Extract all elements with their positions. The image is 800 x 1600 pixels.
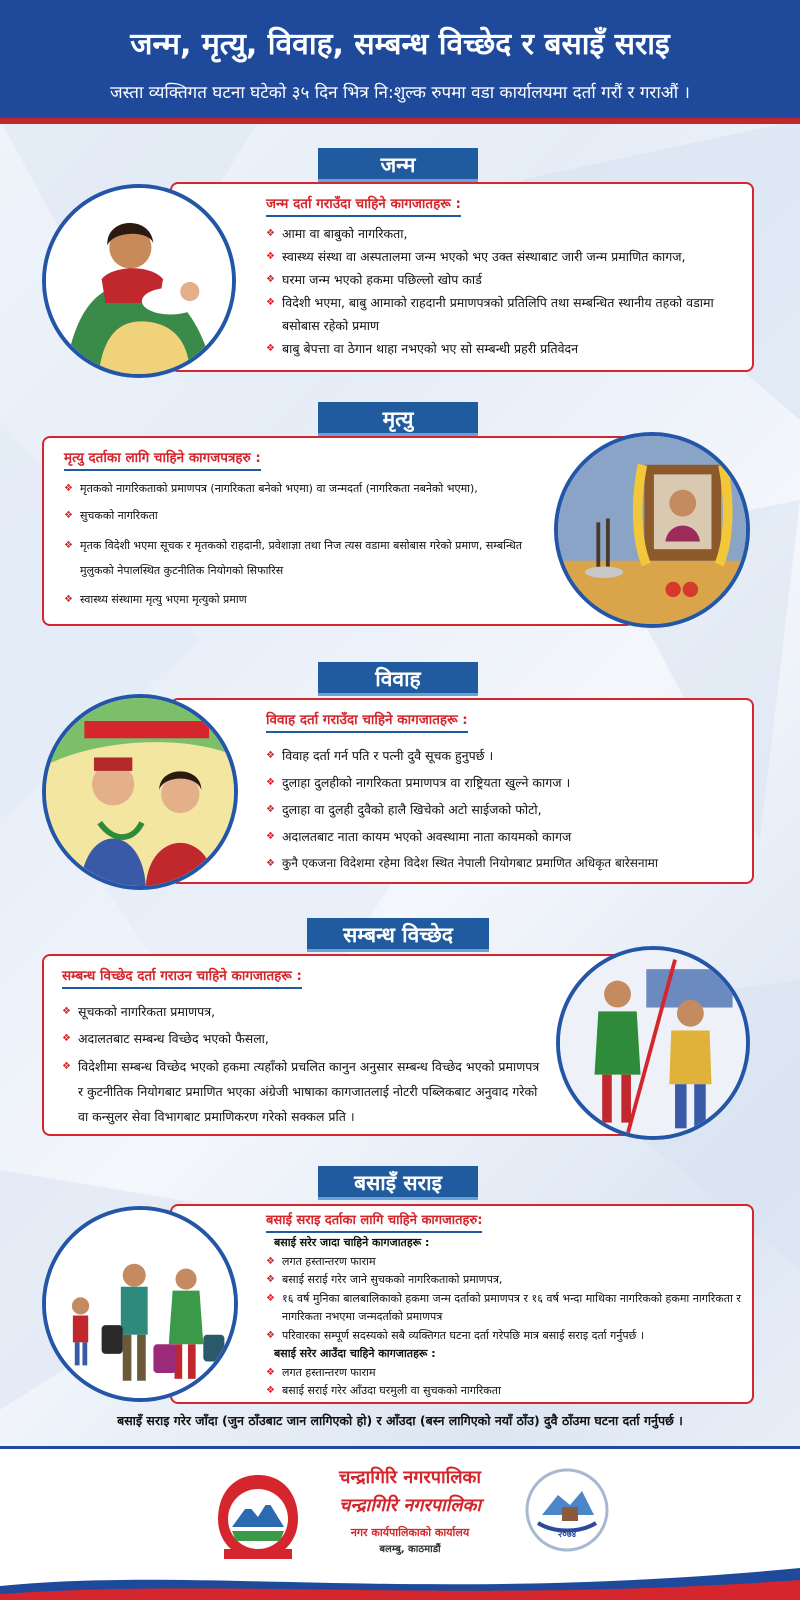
wedding-couple-illustration <box>42 694 238 890</box>
list-item: ❖ बसाई सराई गरेर जाने सुचकको नागरिकताको प्रमाणपत्र, <box>266 1271 750 1290</box>
migration-card <box>170 1204 754 1404</box>
list-item: ❖ लगत हस्तान्तरण फाराम <box>266 1253 750 1272</box>
footer-wave <box>0 1564 800 1600</box>
list-item: ❖ विदेशी भएमा, बाबु आमाको राहदानी प्रमाणपत्रको प्रतिलिपि तथा सम्बन्धित स्थानीय तहको वडामा बसोबास रहेको प्रमाण <box>266 291 746 337</box>
migration-heading: बसाई सराइ दर्ताका लागि चाहिने कागजातहरु: <box>266 1210 482 1233</box>
migration-footer-note: बसाइँ सराइ गरेर जाँदा (जुन ठाँउबाट जान लागिएको हो) र आँउदा (बस्न लागिएको नयाँ ठाँउ) दुवै ठाँउमा घटना दर्ता गर्नुपर्छ । <box>117 1413 683 1428</box>
birth-heading: जन्म दर्ता गराउँदा चाहिने कागजातहरू : <box>266 194 461 217</box>
list-item: ❖ स्वास्थ्य संस्था वा अस्पतालमा जन्म भएको भए उक्त संस्थाबाट जारी जन्म प्रमाणित कागज, <box>266 245 746 268</box>
marriage-list <box>266 744 750 875</box>
birth-tab: जन्म <box>318 148 478 182</box>
marriage-heading: विवाह दर्ता गराउँदा चाहिने कागजातहरू : <box>266 710 468 733</box>
list-item: ❖ विवाह दर्ता गर्न पति र पत्नी दुवै सूचक हुनुपर्छ । <box>266 744 750 767</box>
page-title: जन्म, मृत्यु, विवाह, सम्बन्ध विच्छेद र बसाइँ सराइ <box>130 27 670 62</box>
municipality-emblem <box>214 1471 302 1563</box>
divorce-tab: सम्बन्ध विच्छेद <box>307 918 489 952</box>
list-item: ❖ मृतक विदेशी भएमा सूचक र मृतकको राहदानी, प्रवेशाज्ञा तथा निज त्यस वडामा बसोबास गरेको प्रमाण, सम्बन्धित मुलुकको नेपालस्थित कुटनीतिक नियोगको सिफारिस <box>64 533 554 583</box>
page-subtitle: जस्ता व्यक्तिगत घटना घटेको ३५ दिन भित्र नि:शुल्क रुपमा वडा कार्यालयमा दर्ता गरौं र गराऔं । <box>110 83 690 103</box>
list-item: ❖ १६ वर्ष मुनिका बालबालिकाको हकमा जन्म दर्ताको प्रमाणपत्र र १६ वर्ष भन्दा माथिका नागरिकको हकमा नागरिकता र नागरिकता नभएमा जन्मदर्ताको प्रमाणपत्र <box>266 1290 750 1327</box>
org-name-stylized: चन्द्रागिरि नगरपालिका <box>338 1495 482 1516</box>
death-section <box>0 402 800 634</box>
list-item: ❖ मृतकको नागरिकताको प्रमाणपत्र (नागरिकता बनेको भएमा) वा जन्मदर्ता (नागरिकता नबनेको भएमा), <box>64 480 554 499</box>
death-heading: मृत्यु दर्ताका लागि चाहिने कागजपत्रहरु : <box>64 448 261 471</box>
list-item: ❖ विदेशीमा सम्बन्ध विच्छेद भएको हकमा त्यहाँको प्रचलित कानुन अनुसार सम्बन्ध विच्छेद भएको प्रमाणपत्र र कुटनीतिक नियोगबाट प्रमाणित भएका अंग्रेजी भाषाका कागजातलाई नोटरी पब्लिकबाट अनुवाद गरेको वा कन्सुलर सेवा विभागबाट प्रमाणिकरण गरेको सक्कल प्रति । <box>62 1054 544 1129</box>
death-tab: मृत्यु <box>318 402 478 436</box>
birth-section <box>0 148 800 378</box>
marriage-section <box>0 662 800 894</box>
divorce-section <box>0 918 800 1140</box>
separated-couple-illustration <box>556 946 750 1140</box>
list-item: ❖ अदालतबाट नाता कायम भएको अवस्थामा नाता कायमको कागज <box>266 825 750 848</box>
birth-list <box>266 222 746 360</box>
list-item: ❖ बाबु बेपत्ता वा ठेगान थाहा नभएको भए सो सम्बन्धी प्रहरी प्रतिवेदन <box>266 337 746 360</box>
marriage-tab: विवाह <box>318 662 478 696</box>
list-item: ❖ घरमा जन्म भएको हकमा पछिल्लो खोप कार्ड <box>266 268 746 291</box>
office-name: नगर कार्यपालिकाको कार्यालय <box>350 1526 470 1539</box>
list-item: ❖ अदालतबाट सम्बन्ध विच्छेद भएको फैसला, <box>62 1027 544 1050</box>
death-list <box>64 480 554 610</box>
list-item: ❖ बसाई सराई गरेर आँउदा घरमुली वा सुचकको नागरिकता <box>266 1382 750 1401</box>
family-moving-illustration <box>42 1206 238 1402</box>
list-item: ❖ सुचकको नागरिकता <box>64 507 554 526</box>
divorce-heading: सम्बन्ध विच्छेद दर्ता गराउन चाहिने कागजातहरू : <box>62 966 302 989</box>
list-item: ❖ स्वास्थ्य संस्थामा मृत्यु भएमा मृत्युको प्रमाण <box>64 591 554 610</box>
migration-list <box>266 1234 750 1401</box>
list-item: ❖ कुनै एकजना विदेशमा रहेमा विदेश स्थित नेपाली नियोगबाट प्रमाणित अधिकृत बारेसनामा <box>266 852 750 875</box>
header-banner <box>0 0 800 124</box>
list-item: ❖ लगत हस्तान्तरण फाराम <box>266 1364 750 1383</box>
office-address: बलम्बु, काठमाडौं <box>379 1544 441 1555</box>
list-item: ❖ परिवारका सम्पूर्ण सदस्यको सबै व्यक्तिगत घटना दर्ता गरेपछि मात्र बसाई सराइ दर्ता गर्नुपर्छ । <box>266 1327 750 1346</box>
divorce-list <box>62 1000 544 1129</box>
coming-subheading: बसाई सरेर आउँदा चाहिने कागजातहरू : <box>274 1347 436 1360</box>
death-card <box>42 436 634 626</box>
list-item: ❖ आमा वा बाबुको नागरिकता, <box>266 222 746 245</box>
org-name-primary: चन्द्रागिरि नगरपालिका <box>338 1467 482 1488</box>
marriage-card <box>170 698 754 884</box>
migration-tab: बसाइँ सराइ <box>318 1166 478 1200</box>
leaving-subheading: बसाई सरेर जादा चाहिने कागजातहरू : <box>274 1236 430 1249</box>
list-item: ❖ दुलाहा दुलहीको नागरिकता प्रमाणपत्र वा राष्ट्रियता खुल्ने कागज । <box>266 771 750 794</box>
memorial-photo-illustration <box>554 432 750 628</box>
footer <box>0 1446 800 1600</box>
migration-section <box>0 1166 800 1406</box>
municipality-seal <box>524 1467 610 1553</box>
list-item: ❖ दुलाहा वा दुलही दुवैको हालै खिचेको अटो साईजको फोटो, <box>266 798 750 821</box>
birth-card <box>170 182 754 372</box>
divorce-card <box>42 954 634 1136</box>
seal-year: २०७४ <box>557 1530 577 1540</box>
list-item: ❖ सूचकको नागरिकता प्रमाणपत्र, <box>62 1000 544 1023</box>
mother-baby-illustration <box>42 184 236 378</box>
